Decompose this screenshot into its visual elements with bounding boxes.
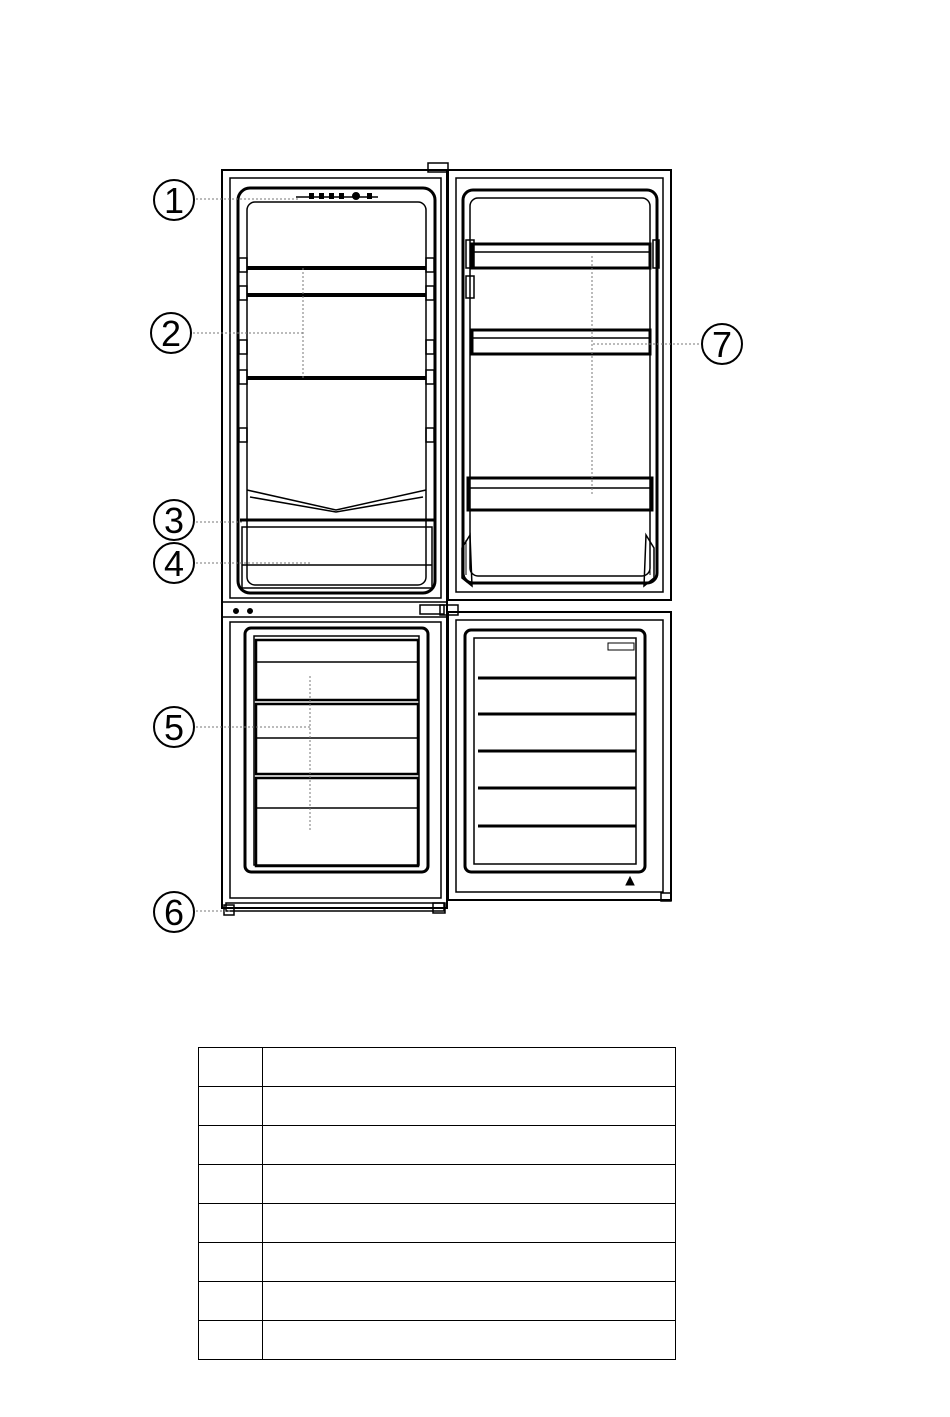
row-number — [199, 1243, 263, 1282]
fridge-door — [428, 163, 671, 600]
row-number — [199, 1282, 263, 1321]
glass-shelves — [247, 268, 426, 378]
row-description — [263, 1204, 676, 1243]
callout-2-label: 2 — [160, 313, 182, 354]
table-row — [199, 1321, 676, 1360]
shelf-supports — [239, 258, 434, 442]
callout-5 — [154, 707, 194, 748]
control-panel — [296, 193, 378, 199]
callout-4-label: 4 — [163, 543, 185, 584]
row-number — [199, 1165, 263, 1204]
row-description — [263, 1165, 676, 1204]
callout-3 — [154, 500, 194, 541]
callout-3-label: 3 — [163, 500, 185, 541]
table-row — [199, 1282, 676, 1321]
table-row — [199, 1087, 676, 1126]
callout-6 — [154, 892, 194, 933]
row-description — [263, 1321, 676, 1360]
row-number — [199, 1087, 263, 1126]
row-description — [263, 1126, 676, 1165]
callout-6-label: 6 — [163, 892, 185, 933]
row-description — [263, 1282, 676, 1321]
row-description — [263, 1087, 676, 1126]
door-bins — [468, 244, 652, 510]
callout-4 — [154, 543, 194, 584]
callout-2 — [151, 313, 191, 354]
table-row — [199, 1126, 676, 1165]
crisper-cover — [240, 490, 434, 520]
callout-1 — [154, 180, 194, 221]
callout-7-label: 7 — [711, 324, 733, 365]
callout-7 — [702, 324, 742, 365]
callout-1-label: 1 — [163, 180, 185, 221]
row-number — [199, 1048, 263, 1087]
table-row — [199, 1048, 676, 1087]
row-number — [199, 1126, 263, 1165]
table-row — [199, 1204, 676, 1243]
table-row — [199, 1243, 676, 1282]
parts-legend-table — [198, 1047, 676, 1360]
row-number — [199, 1204, 263, 1243]
freezer-door — [440, 605, 671, 901]
row-description — [263, 1243, 676, 1282]
freezer-drawers — [256, 640, 418, 866]
row-description — [263, 1048, 676, 1087]
callout-5-label: 5 — [163, 707, 185, 748]
table-row — [199, 1165, 676, 1204]
crisper-drawer — [242, 527, 432, 588]
row-number — [199, 1321, 263, 1360]
